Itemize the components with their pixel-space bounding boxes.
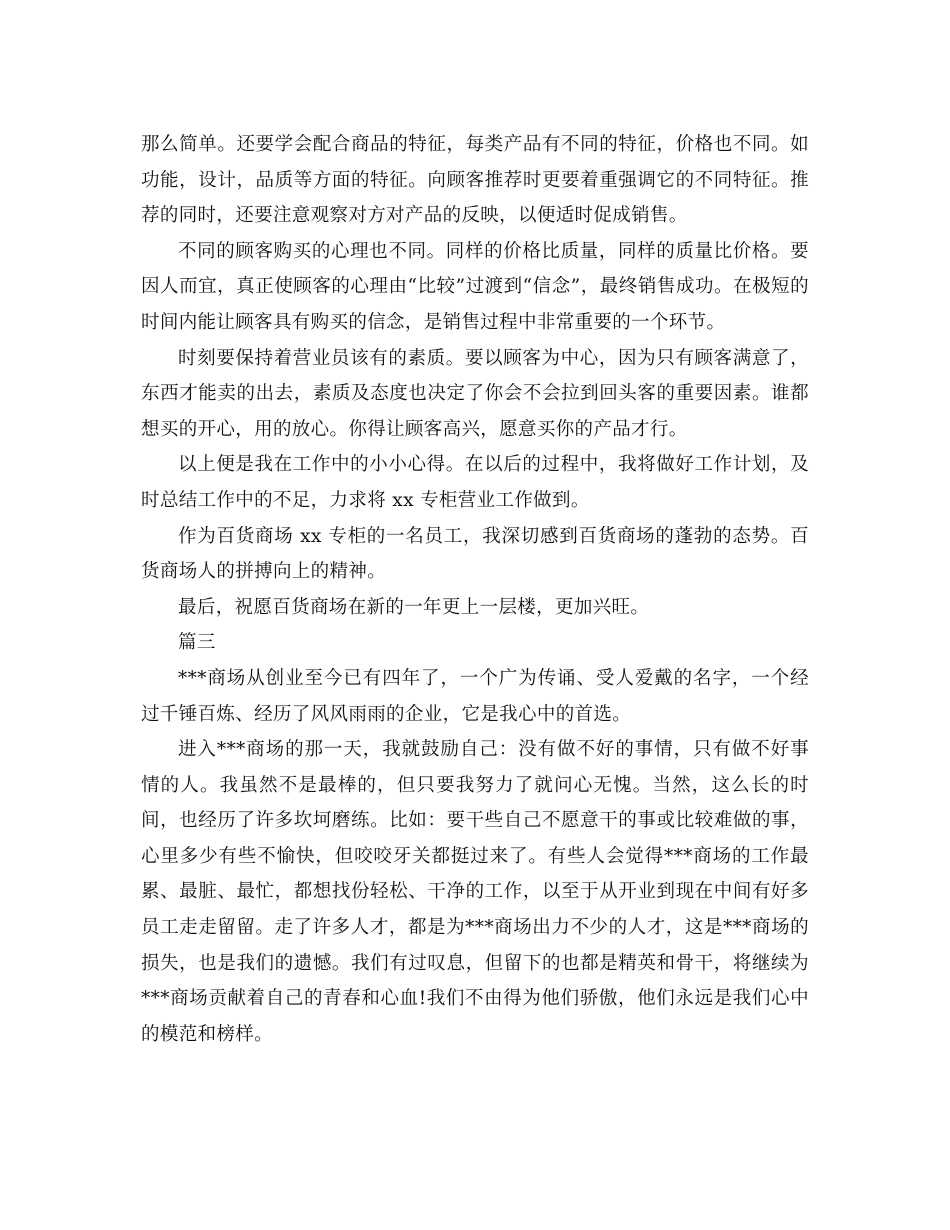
paragraph-6: 最后，祝愿百货商场在新的一年更上一层楼，更加兴旺。 xyxy=(178,596,650,618)
paragraph-8: 进入***商场的那一天，我就鼓励自己：没有做不好的事情，只有做不好事情的人。我虽然不是最棒的，但只要我努力了就问心无愧。当然，这么长的时间，也经历了许多坎坷磨练。比如：要干些自己不愿意干的事或比较难做的事，心里多少有些不愉快，但咬咬牙关都挺过来了。有些人会觉得***商场的工作最累、最脏、最忙，都想找份轻松、干净的工作，以至于从开业到现在中间有好多员工走走留留。走了许多人才，都是为***商场出力不少的人才，这是***商场的损失，也是我们的遗憾。我们有过叹息，但留下的也都是精英和骨干，将继续为***商场贡献着自己的青春和心血!我们不由得为他们骄傲，他们永远是我们心中的模范和榜样。 xyxy=(141,739,809,1045)
paragraph-7: ***商场从创业至今已有四年了，一个广为传诵、受人爱戴的名字，一个经过千锤百炼、经历了风风雨雨的企业，它是我心中的首选。 xyxy=(141,667,809,725)
paragraph-3: 时刻要保持着营业员该有的素质。要以顾客为中心，因为只有顾客满意了，东西才能卖的出去，素质及态度也决定了你会不会拉到回头客的重要因素。谁都想买的开心，用的放心。你得让顾客高兴，愿意买你的产品才行。 xyxy=(141,347,809,440)
paragraph-2: 不同的顾客购买的心理也不同。同样的价格比质量，同样的质量比价格。要因人而宜，真正使顾客的心理由“比较”过渡到“信念”，最终销售成功。在极短的时间内能让顾客具有购买的信念，是销售过程中非常重要的一个环节。 xyxy=(141,240,809,333)
paragraph-1: 那么简单。还要学会配合商品的特征，每类产品有不同的特征，价格也不同。如功能，设计，品质等方面的特征。向顾客推荐时更要着重强调它的不同特征。推荐的同时，还要注意观察对方对产品的反映，以便适时促成销售。 xyxy=(141,134,809,227)
paragraph-5: 作为百货商场 xx 专柜的一名员工，我深切感到百货商场的蓬勃的态势。百货商场人的拼搏向上的精神。 xyxy=(141,525,809,583)
section-heading: 篇三 xyxy=(178,632,216,654)
document-body xyxy=(141,127,809,1052)
paragraph-4: 以上便是我在工作中的小小心得。在以后的过程中，我将做好工作计划，及时总结工作中的不足，力求将 xx 专柜营业工作做到。 xyxy=(141,454,809,511)
